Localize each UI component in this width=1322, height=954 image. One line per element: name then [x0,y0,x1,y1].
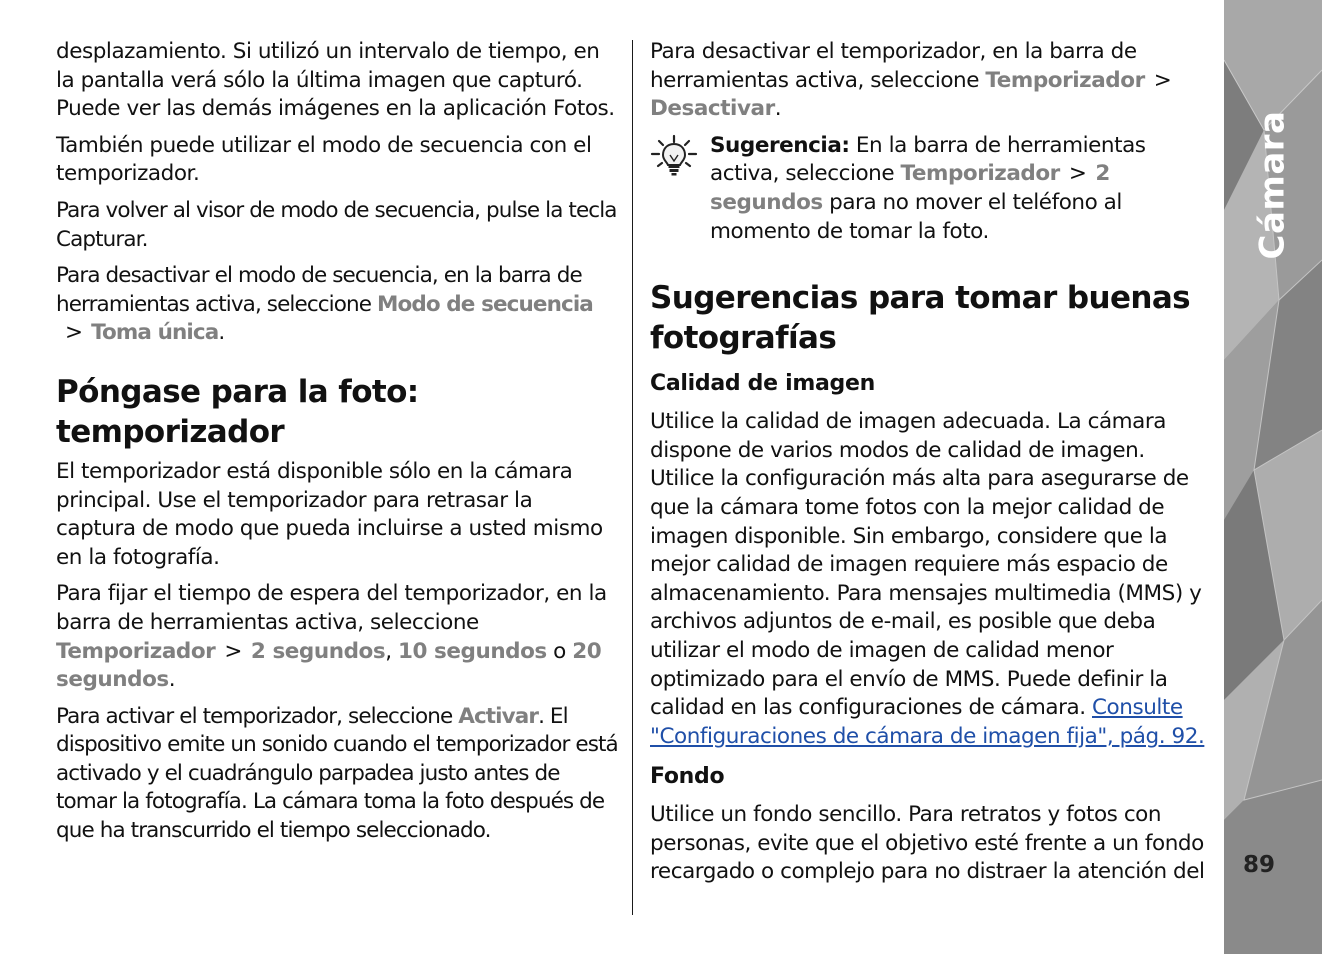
menu-item-temporizador: Temporizador [56,638,216,664]
cross-reference-link[interactable]: Consulte "Configuraciones de cámara de imagen fija", pág. 92. [650,695,1205,749]
menu-item-desactivar: Desactivar [650,96,775,122]
punctuation: . [168,667,176,693]
menu-item-temporizador: Temporizador [900,161,1060,187]
menu-separator: > [65,320,83,346]
paragraph-text: Utilice la calidad de imagen adecuada. La cámara dispone de varios modos de calidad de imagen. Utilice la configuración más alta para asegurarse de que la cámara tome fotos con la mejor calidad de imagen disponible. Sin embargo, considere que la mejor calidad de imagen requiere más espacio de almacenamiento. Para mensajes multimedia (MMS) y archivos adjuntos de e-mail, es posible que deba utilizar el modo de imagen de calidad menor optimizado para el envío de MMS. Puede definir la calidad en las configuraciones de cámara. [650,409,1202,721]
menu-item-temporizador: Temporizador [985,67,1145,93]
tip-label: Sugerencia: [710,132,850,158]
menu-item-toma-unica: Toma única [91,320,219,346]
paragraph: También puede utilizar el modo de secuencia con el temporizador. [56,132,592,187]
punctuation: . [218,320,225,346]
paragraph [56,262,618,348]
menu-item-2-segundos: 2 segundos [710,161,1110,215]
tip-text [710,132,1212,254]
paragraph [56,580,618,694]
menu-item-2-segundos: 2 segundos [250,638,386,664]
menu-separator: > [224,638,242,664]
paragraph-text: Para activar el temporizador, seleccione [56,703,459,729]
paragraph-text: o [546,638,573,664]
paragraph [56,703,618,846]
tip-paragraph [710,132,1212,246]
chapter-title [1242,110,1302,260]
paragraph-text: Para desactivar el modo de secuencia, en la barra de herramientas activa, seleccione [56,263,582,317]
menu-item-activar: Activar [458,703,539,729]
paragraph [650,38,1212,124]
menu-item-modo-de-secuencia: Modo de secuencia [377,291,593,317]
section-heading: Sugerencias para tomar buenas fotografías [650,280,1191,357]
lightbulb-icon [650,132,710,254]
paragraph: Para volver al visor de modo de secuencia, pulse la tecla Capturar. [56,197,617,252]
paragraph: El temporizador está disponible sólo en la cámara principal. Use el temporizador para retrasar la captura de modo que pueda incluirse a usted mismo en la fotografía. [56,458,603,570]
chapter-title-text: Cámara [1252,110,1293,260]
paragraph: Utilice un fondo sencillo. Para retratos y fotos con personas, evite que el objetivo esté frente a un fondo recargado o complejo para no distraer la atención del [650,802,1205,885]
section-heading: Póngase para la foto: temporizador [56,373,419,450]
tip-box [650,132,1212,254]
subheading-fondo: Fondo [650,764,725,790]
punctuation: . [774,96,782,122]
left-column [56,38,618,854]
right-column [650,38,1212,895]
menu-separator: > [1068,161,1087,187]
paragraph-text: Para desactivar el temporizador, en la barra de herramientas activa, seleccione [650,39,1137,93]
menu-item-10-segundos: 10 segundos [397,638,547,664]
menu-item-20-segundos: 20 segundos [56,638,602,693]
paragraph-text: En la barra de herramientas activa, seleccione [710,132,1146,187]
paragraph [650,408,1212,751]
column-divider [632,40,633,915]
paragraph-text: . El dispositivo emite un sonido cuando el temporizador está activado y el cuadrángulo parpadea justo antes de tomar la fotografía. La cámara toma la foto después de que ha transcurrido el tiempo seleccionado. [56,703,618,844]
punctuation: , [385,638,398,664]
paragraph-text: para no mover el teléfono al momento de tomar la foto. [710,189,1122,244]
menu-separator: > [1153,67,1172,93]
page-number: 89 [1242,852,1275,878]
paragraph: desplazamiento. Si utilizó un intervalo de tiempo, en la pantalla verá sólo la última imagen que capturó. Puede ver las demás imágenes en la aplicación Fotos. [56,39,615,122]
subheading-calidad-de-imagen: Calidad de imagen [650,371,875,397]
paragraph-text: Para fijar el tiempo de espera del temporizador, en la barra de herramientas activa, seleccione [56,581,607,635]
